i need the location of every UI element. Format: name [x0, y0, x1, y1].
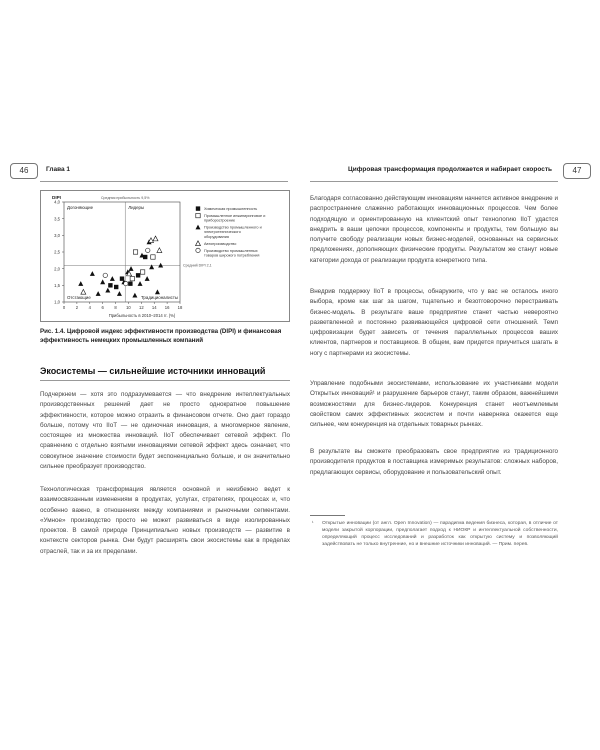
- right-paragraph-2: Внедрив поддержку IIoT в процессы, обнаружите, что у вас не осталось иного выбора, кроме как шаг за шагом, тщательно и безотговорочно перестраивать бизнес-модель. В результате ваше предприятие станет частью невероятно разветвленной и постоянно развивающейся цифровой сети отношений. Темп цифровизации будет зависеть от течения параллельных процессов ваших клиентов, партнеров и поставщиков. В общем, вам придется приучиться шагать в ногу с партнерами из экосистемы.: [310, 288, 558, 357]
- right-paragraph-3: Управление подобными экосистемами, использование их участниками модели Открытых инноваций¹ и разрушение барьеров станут, таким образом, важнейшими возможностями для бизнес-лидеров. Конкуренция станет неотъемлемым свойством самих эффективных экосистем и почти наверняка окажется еще сильнее, чем конкуренция на отдельных товарных рынках.: [310, 380, 558, 429]
- quadrant-bottom-right: Традиционалисты: [141, 295, 178, 300]
- legend-label-4-line-1: товаров широкого потребления: [204, 253, 260, 258]
- legend-marker-1: [196, 213, 200, 217]
- legend-label-4-line-0: Производство промышленных: [204, 248, 258, 253]
- legend-label-3: [204, 242, 236, 246]
- left-running-head: Глава 1: [46, 166, 71, 173]
- x-tick-label-1: 2: [75, 305, 79, 310]
- data-point-s4-p2: [124, 281, 128, 285]
- section-rule: [40, 380, 290, 381]
- right-page-number: 47: [563, 163, 591, 179]
- legend-label-4: [204, 249, 259, 258]
- y-tick-label-0: 1,0: [54, 299, 60, 305]
- left-paragraph-1: Подчеркнем — хотя это подразумевается — что внедрение интеллектуальных производственных решений дает не просто однократное повышение эффективности, которое можно отразить в финансовом отчете. Оно дает гораздо больше, потому что IIoT — не одиночная инновация, а многомерное явление, состоящее из множества инноваций. IIoT обеспечивает сетевой эффект. По сравнению с отдельно взятыми инновациями сетевой эффект здесь означает, что совокупное значение стоимости будет экспоненциально больше, и он значительно сильнее преобразует производство.: [40, 391, 290, 471]
- footnote-rule: [310, 515, 345, 516]
- section-title: Экосистемы — сильнейшие источники инноваций: [40, 366, 266, 376]
- right-header-rule: [310, 181, 558, 182]
- y-axis-label: DIPI: [52, 195, 61, 200]
- x-tick-label-3: 6: [101, 305, 104, 310]
- data-point-s0-p4: [136, 273, 140, 277]
- legend-label-3-line-0: Автопроизводство: [204, 241, 237, 246]
- x-axis-label: Прибыльность в 2010–2014 гг. (%): [108, 313, 176, 318]
- data-point-s1-p1: [140, 270, 144, 274]
- figure-caption: Рис. 1.4. Цифровой индекс эффективности производства (DIPI) и финансовая эффективность немецких промышленных компаний: [40, 328, 282, 344]
- x-tick-label-0: 0: [62, 305, 66, 310]
- legend-label-2-line-2: оборудования: [204, 234, 229, 239]
- y-tick-label-2: 2,0: [54, 266, 60, 272]
- quadrant-top-right: Лидеры: [128, 205, 145, 210]
- legend-marker-4: [196, 248, 200, 252]
- data-point-s4-p1: [146, 248, 150, 252]
- y-tick-label-1: 1,5: [54, 282, 60, 288]
- left-header-rule: [40, 181, 288, 182]
- left-page-number: 46: [10, 163, 38, 179]
- x-tick-label-8: 16: [164, 305, 170, 310]
- y-tick-label-6: 4,0: [54, 199, 60, 205]
- right-running-head: Цифровая трансформация продолжается и набирает скорость: [347, 166, 552, 173]
- dipi-scatter-chart: [40, 190, 290, 322]
- legend-label-0-line-0: Химическая промышленность: [204, 207, 258, 211]
- x-tick-label-4: 8: [114, 305, 117, 310]
- legend-label-0: [204, 207, 257, 211]
- quadrant-bottom-left: Отстающие: [67, 295, 91, 300]
- x-tick-label-5: 10: [126, 305, 131, 310]
- x-tick-label-7: 14: [151, 305, 157, 310]
- legend-label-2-line-0: Производство промышленного и: [204, 225, 262, 230]
- x-tick-label-9: 18: [177, 305, 183, 310]
- x-tick-label-2: 4: [88, 305, 91, 310]
- y-tick-label-5: 3,5: [54, 216, 60, 222]
- data-point-s1-p2: [151, 255, 155, 259]
- y-tick-label-3: 2,5: [54, 249, 60, 255]
- data-point-s0-p0: [108, 283, 112, 287]
- data-point-s0-p1: [114, 285, 118, 289]
- legend-label-2-line-1: электротехнического: [204, 230, 241, 235]
- right-paragraph-1: Благодаря согласованно действующим инновациям начнется активное внедрение и распространение слаженно работающих инновационных процессов. Чем более подходящую и ориентированную на клиентский опыт технологию IIoT удастся внедрить в ваши цепочки процессов, компоненты и продукты, тем большую вы получите свободу реализации новых бизнес-моделей, основанных на сервисных предложениях, дополняющих физические продукты. Результатом же станут новые категории дохода от реализации продукта конкретного типа.: [310, 195, 558, 264]
- vertical-reference-label: Средняя прибыльность 9,5%: [100, 196, 150, 200]
- data-point-s0-p3: [128, 281, 132, 285]
- data-point-s1-p3: [133, 250, 137, 254]
- y-tick-label-4: 3,0: [54, 232, 60, 238]
- data-point-s4-p0: [103, 273, 107, 277]
- left-paragraph-2: Технологическая трансформация является основной и неизбежно ведет к взаимосвязанным изменениям в продуктах, услугах, стратегиях, процессах и, что особенно важно, в отношениях между компаниями и рыночными сегментами. «Умное» производство просто не может развиваться в виде изолированных проектов. В самой природе Принципиально новых производств — развитие в контексте секторов рынка. Они будут расширять свои экосистемы как в пределах отраслей, так и за их пределами.: [40, 486, 290, 555]
- right-paragraph-4: В результате вы сможете преобразовать свое предприятие из традиционного производителя продуктов в поставщика измеримых результатов: сложных наборов, предлагающих сервисы, оборудование и пользовательский опыт.: [310, 448, 558, 476]
- horizontal-reference-label: Средний DIPI 2,1: [183, 263, 212, 268]
- data-point-s1-p0: [130, 276, 134, 280]
- footnote-mark: ¹: [312, 520, 314, 525]
- quadrant-top-left: Догоняющие: [67, 205, 94, 210]
- x-tick-label-6: 12: [138, 305, 144, 310]
- footnote-text: Открытые инновации (от англ. Open Innovation) — парадигма ведения бизнеса, которая, в отличие от модели закрытой корпорации, предполагает подход к НИОКР и интеллектуальной собственности, определяющий процесс исследований и разработок как открытую систему и позволяющий задействовать не только внутренние, но и внешние источники инноваций. — Прим. перев.: [322, 521, 558, 548]
- legend-label-1-line-1: приборостроение: [204, 218, 236, 223]
- legend-marker-0: [196, 206, 200, 210]
- legend-label-1-line-0: Промышленное инжиниринговое и: [204, 214, 266, 218]
